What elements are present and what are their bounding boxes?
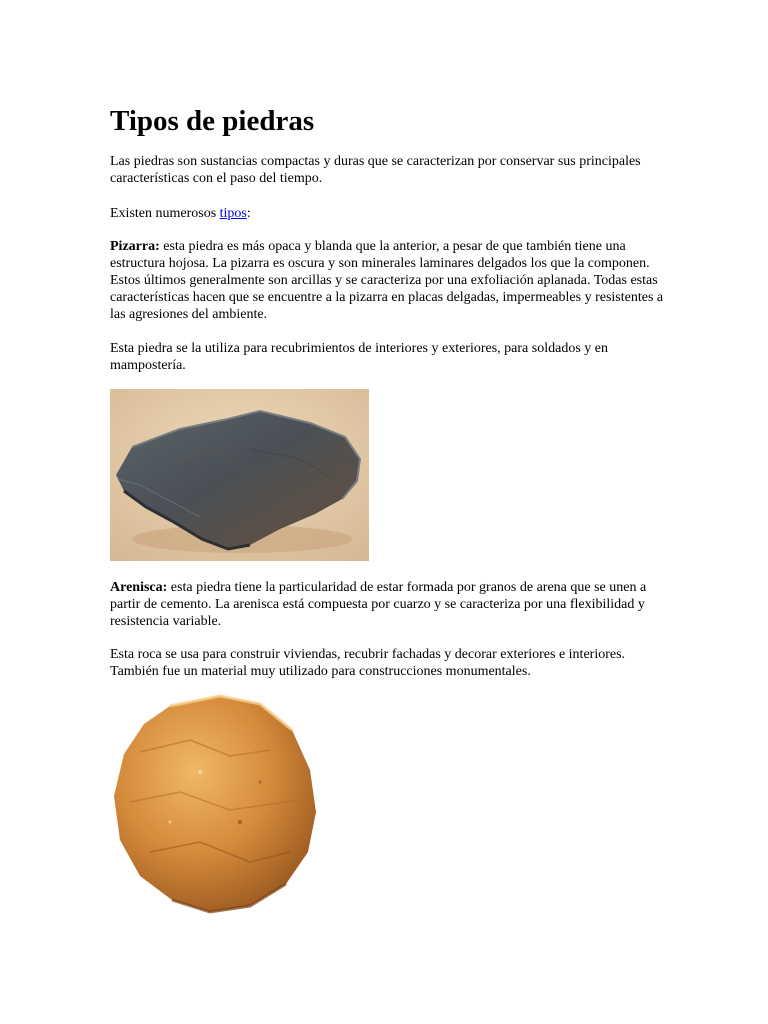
arenisca-description: esta piedra tiene la particularidad de estar formada por granos de arena que se unen a partir de cemento. La arenisca está compuesta por cuarzo y se caracteriza por una flexibilidad y resistencia variable. xyxy=(110,580,647,629)
arenisca-image xyxy=(110,692,325,917)
arenisca-paragraph xyxy=(110,579,670,630)
intro-paragraph: Las piedras son sustancias compactas y duras que se caracterizan por conservar sus principales características con el paso del tiempo. xyxy=(110,154,641,186)
pizarra-label: Pizarra: xyxy=(110,239,160,254)
pizarra-image xyxy=(110,389,369,561)
types-intro-paragraph xyxy=(110,205,670,222)
arenisca-stone-illustration xyxy=(110,692,325,917)
page-title: Tipos de piedras xyxy=(110,105,315,137)
types-intro-prefix: Existen numerosos xyxy=(110,206,220,221)
pizarra-description: esta piedra es más opaca y blanda que la anterior, a pesar de que también tiene una estructura hojosa. La pizarra es oscura y son minerales laminares delgados los que la componen. Estos últimos generalmente son arcillas y se caracteriza por una exfoliación aplanada. Todas estas características hacen que se encuentre a la pizarra en placas delgadas, impermeables y resistentes a las agresiones del ambiente. xyxy=(110,239,664,322)
pizarra-stone-illustration xyxy=(110,389,369,561)
tipos-link[interactable]: tipos xyxy=(219,206,247,221)
pizarra-uses-paragraph: Esta piedra se la utiliza para recubrimientos de interiores y exteriores, para soldados y en mampostería. xyxy=(110,341,608,373)
arenisca-label: Arenisca: xyxy=(110,580,168,595)
arenisca-uses-paragraph: Esta roca se usa para construir viviendas, recubrir fachadas y decorar exteriores e interiores. También fue un material muy utilizado para construcciones monumentales. xyxy=(110,647,626,679)
pizarra-paragraph xyxy=(110,238,670,323)
types-intro-suffix: : xyxy=(246,206,251,221)
